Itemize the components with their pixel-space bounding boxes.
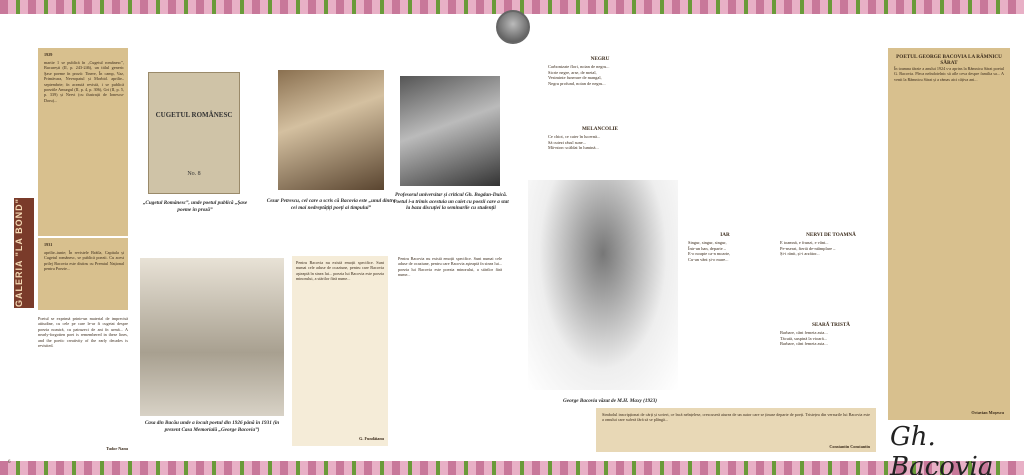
poem-title-negru: NEGRU [590,56,610,62]
poem-nervi: E toamnă, e frunzi, e vânt... Pe-nserat, fiertă de-ntâmplare – Și-i rănit, și-i arzător... [780,240,836,257]
essay-text-left: Poetul se exprimă printr-un material de imprecisă atitudine, cu cele pe care le-ar fi cugetat despre poezia noastră, cu patruzeci de ani în urmă... A nearly-forgotten poet is remembered in these lines, and the poetic creativity of the early decades is revisited. [38,316,128,349]
chronology-text-1: martie 1 se publică în „Cugetul românesc”, București (II, p. 243-246), un titlul generic Şase poeme în proză: Tinere, În camp, Vaz, Primăvara, Nevropatul și Morbid. aprilie–septembrie; în această revistă, i se publică poeziile Amurgul (II, p. 4, p. 306), Gri (II, p. 5, p. 339) și Nervi (cu ilustrații de Ionescu-Doru)... [44,60,124,103]
bogdan-duica-photo [400,76,500,186]
page-number: 6 [8,460,11,465]
chronology-text-2: aprilie–iunie; În revistele Brăila, Capitala și Cugetul românesc, se publică poezii. Cu acest prilej Bacovia este distins cu Premiul Național pentru Poezie... [44,250,124,272]
essay-author-left: Tudor Nanu [106,446,128,451]
duica-caption: Profesorul universitar și criticul Gh. Bogdan-Duică. Poetul i-a trimis acestuia un caiet cu poezii care a stat la baza discuției la seminarile cu studenții [393,192,509,211]
bacovia-portrait-medallion [496,10,530,44]
constantinescu-text: Simbolul inscripționat de cărți și scrieri, ce încă neînțelese, crescuseră aiurea de un autor care se ținuse departe de poeți. Tristețea din versurile lui Bacovia este a omului care suferă fără să se plângă... [602,412,870,423]
moscu-title: POETUL GEORGE BACOVIA LA RÂMNICU SĂRAT [896,54,1002,66]
chronology-panel-2 [38,238,128,310]
galeria-logo: GALERIA "LA BOND" [14,198,34,308]
magazine-caption: „Cugetul Românesc”, unde poetul publică „Şase poeme în proză” [142,200,248,213]
petrescu-caption: Cezar Petrescu, cel care a scris că Bacovia este „unul dintre cei mai nedreptățiți poeți ai timpului” [266,198,396,211]
constantinescu-panel [596,408,876,452]
essay-text-middle: Pentru Bacovia nu există emoții specifice. Sunt numai cele aduse de ocaziune, pentru care Bacovia aşteaptă în sinea lui... poezia lui Bacovia este poezia minorului, a stărilor fără nume... [398,256,502,278]
poem-title-iar: IAR [720,232,730,238]
chronology-year-2: 1931 [44,242,53,247]
poem-melancolie: Ce chiot, ce caier în lucernă... Să cutezi râsul sune... Mă-ntorc scăldat în lumină... [548,134,601,151]
chronology-year-1: 1929 [44,52,53,57]
poem-seara: Barbare, cânt femeia asta... Tăcută, suspină la vioară... Barbare, cânt femeia asta... [780,330,828,347]
constantinescu-author: Constantin Constantin [829,444,870,449]
moscu-author: Octavian Moșescu [971,410,1004,415]
poem-title-seara: SEARĂ TRISTĂ [811,322,851,328]
bacovia-drawing-by-maxy [528,180,678,390]
magazine-cover-image [148,72,240,194]
bacovia-signature: Gh. Bacovia [890,422,994,475]
drawing-caption: George Bacovia văzut de M.H. Maxy (1923) [563,398,657,404]
house-caption: Casa din Bacău unde a locuit poetul din 1926 până în 1931 (în prezent Casa Memorială „George Bacovia”) [144,420,280,433]
poem-iar: Singur, singur, singur, Într-un han, departe – E-o noapte ca-n moarte, Cu-un vânt și-o mare... [688,240,731,262]
poem-title-nervi: NERVI DE TOAMNĂ [806,232,856,238]
magazine-cover-number: No. 8 [187,171,201,177]
memorial-house-photo [140,258,284,416]
magazine-cover-title: CUGETUL ROMÂNESC [155,111,233,119]
moscu-text: În toamna târzie a anului 1924 s-a aprins la Râmnicu Sărat poetul G. Bacovia. Pleca neîndoielnic să afle ceva despre familia sa... A venit la Râmnicu Sărat și a rămas aici câțiva ani... [894,66,1004,82]
cezar-petrescu-photo [278,70,384,190]
poem-title-melancolie: MELANCOLIE [581,126,619,132]
poem-negru: Carbonizate flori, noian de negru... Sicrie negre, arse, de metal, Vestminte funerare de mangal, Negru profund, noian de negru... [548,64,610,86]
chronology-panel-1 [38,48,128,236]
fundoianu-author: G. Fundăianu [359,436,384,441]
fundoianu-essay-panel [292,256,388,446]
bottom-decorative-band [0,461,1024,475]
moscu-panel [888,48,1010,420]
fundoianu-essay-text: Pentru Bacovia nu există emoții specifice. Sunt numai cele aduse de ocaziune, pentru care Bacovia aşteaptă în sinea lui... poezia lui Bacovia este poezia minorului, a stărilor fără nume... [296,260,384,282]
